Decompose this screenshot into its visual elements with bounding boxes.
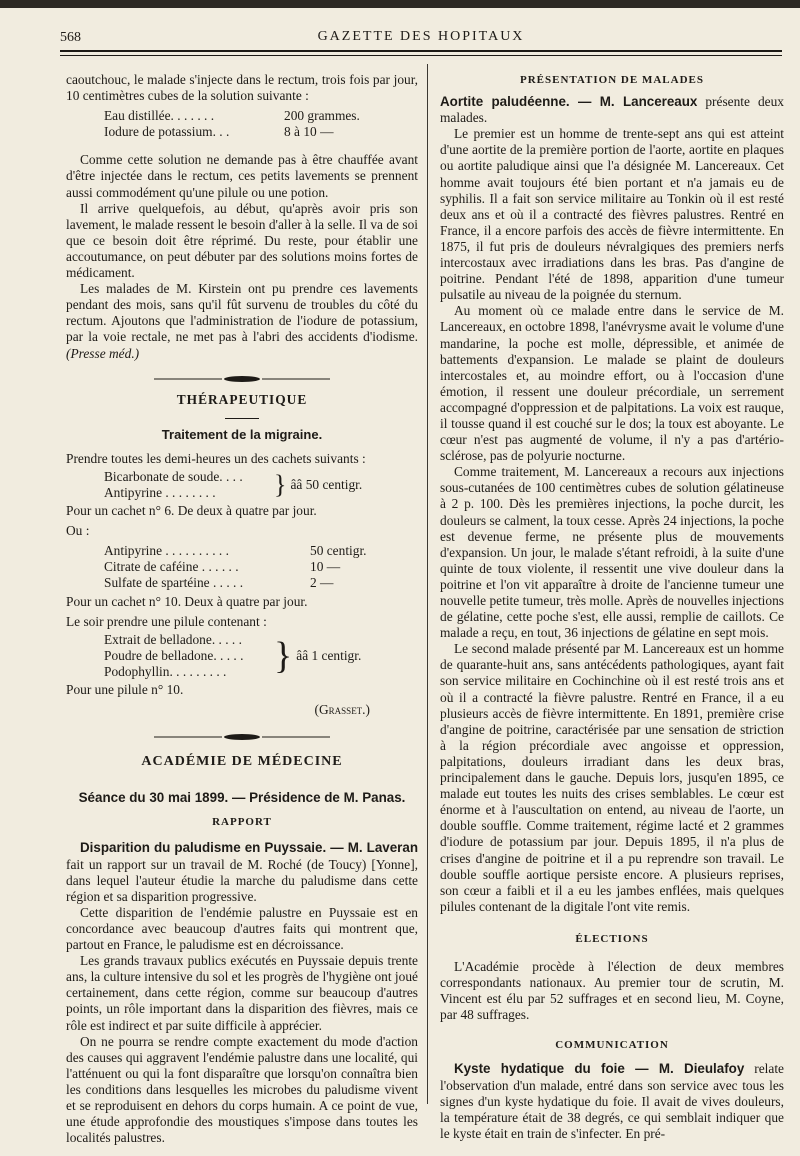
paragraph: Le premier est un homme de trente-sept ans qui est atteint d'une aortite de la première portion de l'aorte, aortite en plaques ou aortite paludique ainsi que l'a désignée M. Lancereaux. Cet homme avait toujours été bien portant et n'a jamais eu de syphilis. Il a fait son service militaire au Tonkin où il est resté deux ans et où il a contracté des fièvres palustres. Rentré en France, il a encore parfois des accès de fièvre intermittente. En 1875, il fut pris de douleurs névralgiques des premiers nerfs intercostaux avec irradiations dans les bras. Pas d'angine de poitrine. Pendant l'été de 1898, apparition d'une tumeur pulsatile au niveau de la poignée du sternum. xyxy=(440,126,784,303)
seance-line: Séance du 30 mai 1899. — Présidence de M. Panas. xyxy=(78,790,406,806)
right-column xyxy=(440,72,784,1142)
section-title-communication: COMMUNICATION xyxy=(555,1039,669,1052)
source-citation: (Grasset.) xyxy=(314,702,370,718)
prescription-3 xyxy=(104,543,418,591)
article-heading: Disparition du paludisme en Puyssaie. — M. Laveran xyxy=(80,840,418,856)
source-citation: (Presse méd.) xyxy=(66,345,140,361)
paragraph: Au moment où ce malade entre dans le service de M. Lancereaux, en octobre 1898, l'anévrysme avait le volume d'une mandarine, la poche est molle, dépressible, et animée de battements d'expansion. Le malade se plaint de douleurs intercostales et, au moindre effort, ou à l'occasion d'une émotion, il ressent une douleur précordiale, un serrement accompagné d'oppression et de palpitations. La voix est rauque, il tousse quand il est couché sur le dos; la toux est aboyante. Le cœur n'est pas augmenté de volume, il n'y a pas d'artério-sclérose, pas de polyurie nocturne. xyxy=(440,303,784,464)
paragraph: Comme cette solution ne demande pas à être chauffée avant d'être injectée dans le rectum, ces petits lavements se prennent aussi commodément qu'une pilule ou une potion. xyxy=(66,152,418,200)
paragraph: Aortite paludéenne. — M. Lancereaux présente deux malades. xyxy=(440,94,784,126)
paragraph: Les malades de M. Kirstein ont pu prendre ces lavements pendant des mois, sans qu'il fût survenu de troubles du côté du rectum. Ajoutons que l'administration de l'iodure de potassium, par la voie rectale, ne met pas à l'abri des accidents d'iodisme. (Presse méd.) xyxy=(66,281,418,361)
page-number: 568 xyxy=(60,30,81,45)
left-column xyxy=(66,72,418,1146)
short-rule xyxy=(225,418,259,419)
section-title-rapport: RAPPORT xyxy=(212,816,272,829)
column-separator xyxy=(427,64,428,1104)
paragraph: Il arrive quelquefois, au début, qu'après avoir pris son lavement, le malade ressent le besoin d'aller à la selle. Il va de soi que ce besoin doit être réprimé. Du reste, pour établir une accoutumance, on peut débuter par des solutions moins fortes de médicament. xyxy=(66,200,418,281)
prescription-line: Bicarbonate de soude. . . . xyxy=(104,468,243,484)
paragraph: L'Académie procède à l'élection de deux membres correspondants nationaux. Au premier tour de scrutin, M. Vincent est élu par 52 suffrages et en second lieu, M. Coyne, par 48 suffrages. xyxy=(440,958,784,1023)
prescription-line: Podophyllin. . . . . . . . . xyxy=(104,663,227,679)
article-heading: Aortite paludéenne. — M. Lancereaux xyxy=(440,94,698,110)
prescription-1 xyxy=(104,108,418,140)
prescription-line: Antipyrine . . . . . . . . . . 50 centigr. xyxy=(104,543,367,559)
brace: } xyxy=(274,469,287,499)
header-rule-thick xyxy=(60,50,782,52)
ornament-divider xyxy=(152,730,332,744)
paragraph: Les grands travaux publics exécutés en Puyssaie depuis trente ans, la culture intensive du sol et les progrès de l'hygiène ont joué certainement, dans cette région, comme sur beaucoup d'autres points, un rôle important dans la disparition des fièvres, mais ce rôle est indirect et par suite difficile à apprécier. xyxy=(66,953,418,1033)
prescription-line: Sulfate de spartéine . . . . . 2 — xyxy=(104,575,334,591)
section-title-presentation: PRÉSENTATION DE MALADES xyxy=(520,74,704,86)
section-title-therapeutique: THÉRAPEUTIQUE xyxy=(176,391,308,407)
paragraph: On ne pourra se rendre compte exactement du mode d'action des causes qui aggravent l'endémie palustre dans une localité, qui l'atténuent ou qui la font disparaître que lorsqu'on connaîtra bien les conditions dans lesquelles les microbes du paludisme vivent et se reproduisent en dehors du corps humain. A ce point de vue, une étude approfondie des moustiques s'impose dans toutes les localités palustres. xyxy=(66,1033,418,1146)
top-border xyxy=(0,0,800,8)
prescription-line: Eau distillée. . . . . . . 200 grammes. xyxy=(104,108,360,124)
paragraph: Ou : xyxy=(66,523,90,539)
subsection-title: Traitement de la migraine. xyxy=(161,426,323,442)
paragraph: Kyste hydatique du foie — M. Dieulafoy relate l'observation d'un malade, entré dans son service avec tous les signes d'un kyste hydatique du foie. Il avait de vives douleurs, la température était de 38 degrés, ce qui semblait indiquer que le kyste était en train de s'infecter. En pré- xyxy=(440,1061,784,1141)
prescription-dose: ââ 1 centigr. xyxy=(296,647,362,663)
paragraph: Comme traitement, M. Lancereaux a recours aux injections sous-cutanées de 100 centimètres cubes de solution gélatineuse à 2 p. 100. Dès les premières injections, la poche durcit, les douleurs se calment, la toux cesse. Après 24 injections, la poche est devenue ferme, ne présente plus de mouvements d'expansion. Un jour, le malade s'étant refroidi, à la suite d'une quinte de toux violente, il ressentit une vive douleur dans la poitrine et l'on vit apparaître à droite de l'ancienne tumeur une nouvelle petite tumeur, très molle. Après de nouvelles injections de gélatine, cette poche s'est, elle aussi, remplie de caillots. Ce malade a reçu, en tout, 36 injections de gélatine en sept mois. xyxy=(440,464,784,641)
prescription-4 xyxy=(104,632,418,680)
paragraph: Pour un cachet n° 10. Deux à quatre par jour. xyxy=(66,593,308,609)
header-rule-thin xyxy=(60,55,782,56)
section-title-academie: ACADÉMIE DE MÉDECINE xyxy=(141,754,343,770)
paragraph: Cette disparition de l'endémie palustre en Puyssaie est en concordance avec beaucoup d'autres faits qui montrent que, partout en France, le paludisme est en décroissance. xyxy=(66,904,418,953)
paragraph: Le soir prendre une pilule contenant : xyxy=(66,613,267,629)
paragraph: Pour un cachet n° 6. De deux à quatre par jour. xyxy=(66,503,317,519)
prescription-line: Antipyrine . . . . . . . . xyxy=(104,484,216,500)
brace: } xyxy=(274,634,293,677)
prescription-dose: ââ 50 centigr. xyxy=(290,476,363,492)
paragraph: Le second malade présenté par M. Lancereaux est un homme de quarante-huit ans, sans antécédents pathologiques, ayant fait son service militaire en Cochinchine où il est resté trois ans et où il a contracté la fièvre palustre. Rentré en France, il a eu plusieurs accès de fièvre intermittente. En 1891, première crise d'angine de poitrine, caractérisée par une sensation de striction à la région précordiale avec angoisse et oppression, palpitations, douleurs irradiant dans les deux bras, principalement dans le gauche. Depuis lors, jusqu'en 1895, ce malade eut toutes les nuits des crises semblables. Le cœur est énorme et à l'auscultation on entend, au niveau de l'aorte, un double souffle. Comme traitement, régime lacté et 2 grammes d'iodure de potassium par jour. Depuis 1895, il n'a plus de crises d'angine de poitrine et il a pu reprendre son travail. Le double souffle aortique persiste encore. A plusieurs reprises, son cœur a faibli et il a eu les jambes enflées, mais quelques pilules contenant de la digitale l'ont vite remis. xyxy=(440,641,784,914)
page-header xyxy=(60,26,782,48)
section-title-elections: ÉLECTIONS xyxy=(575,932,649,945)
prescription-line: Extrait de belladone. . . . . xyxy=(104,631,242,647)
paragraph: Disparition du paludisme en Puyssaie. — M. Laveran fait un rapport sur un travail de M. Roché (de Toucy) [Yonne], dans lequel l'auteur étudie la marche du paludisme dans cette région et sa disparition progressive. xyxy=(66,840,418,904)
paragraph: Prendre toutes les demi-heures un des cachets suivants : xyxy=(66,450,366,466)
prescription-2 xyxy=(104,469,418,501)
ornament-divider xyxy=(152,372,332,386)
article-heading: Kyste hydatique du foie — M. Dieulafoy xyxy=(454,1061,745,1077)
prescription-line: Iodure de potassium. . . 8 à 10 — xyxy=(104,124,334,140)
prescription-line: Poudre de belladone. . . . . xyxy=(104,647,244,663)
prescription-line: Citrate de caféine . . . . . . 10 — xyxy=(104,559,341,575)
journal-title: GAZETTE DES HOPITAUX xyxy=(317,29,525,44)
paragraph: Pour une pilule n° 10. xyxy=(66,682,184,697)
paragraph: caoutchouc, le malade s'injecte dans le rectum, trois fois par jour, 10 centimètres cubes de la solution suivante : xyxy=(66,72,418,104)
